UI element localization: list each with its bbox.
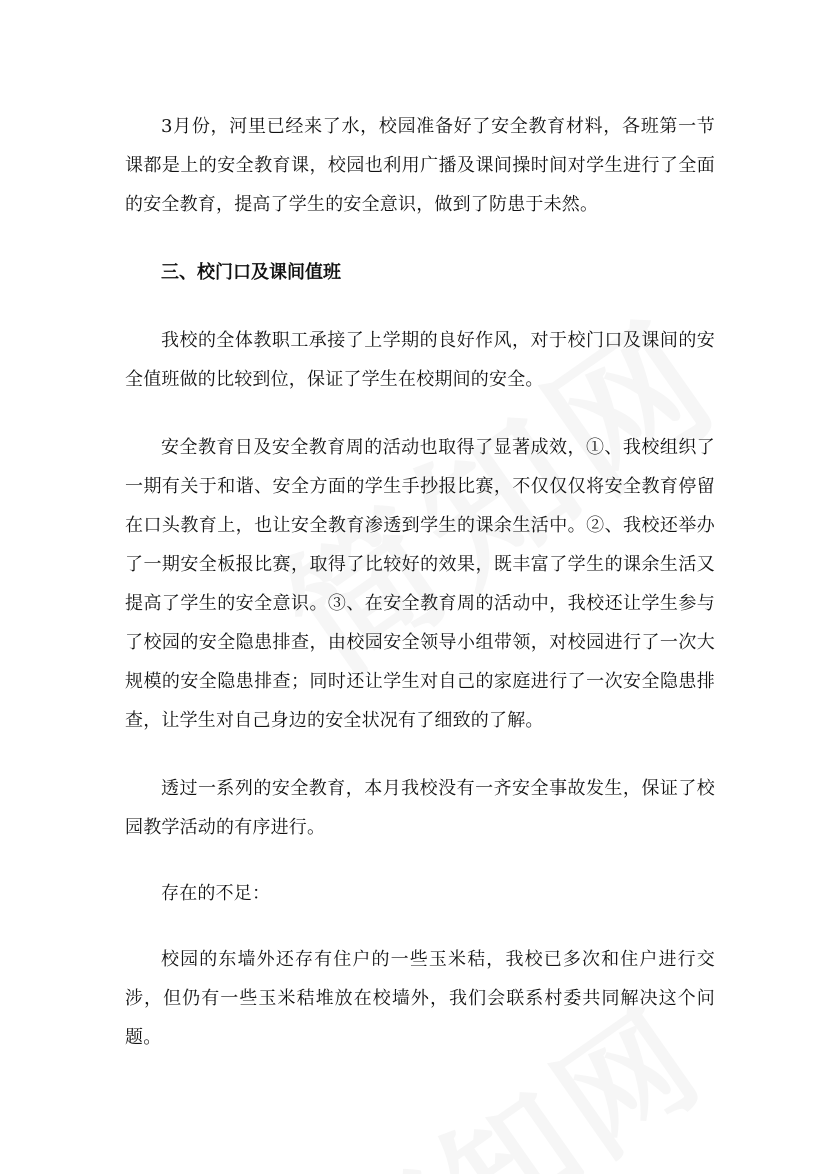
section-heading-gate-duty: 三、校门口及课间值班 — [161, 262, 341, 283]
paragraph-safety-materials: 3月份，河里已经来了水，校园准备好了安全教育材料，各班第一节课都是上的安全教育课，校园也利用广播及课间操时间对学生进行了全面的安全教育，提高了学生的安全意识，做到了防患于未然。 — [125, 116, 715, 215]
paragraph-no-accidents: 透过一系列的安全教育，本月我校没有一齐安全事故发生，保证了校园教学活动的有序进行。 — [125, 778, 715, 838]
paragraph-safety-week: 安全教育日及安全教育周的活动也取得了显著成效，①、我校组织了一期有关于和谐、安全方面的学生手抄报比赛，不仅仅仅将安全教育停留在口头教育上，也让安全教育渗透到学生的课余生活中。②、我校还举办了一期安全板报比赛，取得了比较好的效果，既丰富了学生的课余生活又提高了学生的安全意识。③、在安全教育周的活动中，我校还让学生参与了校园的安全隐患排查，由校园安全领导小组带领，对校园进行了一次大规模的安全隐患排查；同时还让学生对自己的家庭进行了一次安全隐患排查，让学生对自己身边的安全状况有了细致的了解。 — [125, 437, 715, 731]
paragraph-corn-stalks: 校园的东墙外还存有住户的一些玉米秸，我校已多次和住户进行交涉，但仍有一些玉米秸堆放在校墙外，我们会联系村委共同解决这个问题。 — [125, 949, 715, 1048]
document-body — [125, 107, 715, 1057]
paragraph-staff-duty: 我校的全体教职工承接了上学期的良好作风，对于校门口及课间的安全值班做的比较到位，保证了学生在校期间的安全。 — [125, 330, 715, 390]
paragraph-shortcomings-label: 存在的不足： — [161, 883, 271, 904]
